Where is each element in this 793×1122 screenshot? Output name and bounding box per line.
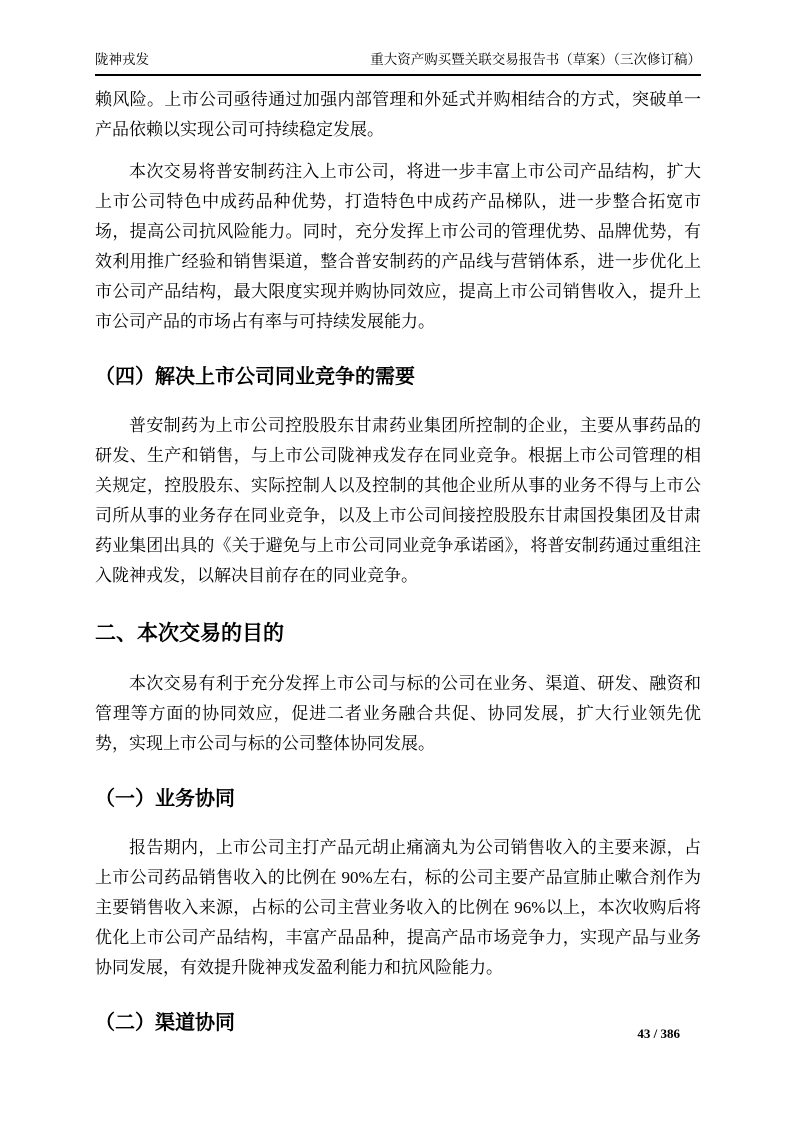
header-report-title: 重大资产购买暨关联交易报告书（草案）（三次修订稿） — [370, 52, 701, 67]
heading-business-synergy: （一）业务协同 — [95, 788, 235, 810]
page-number: 43 / 386 — [637, 1026, 680, 1041]
header-company-name: 陇神戎发 — [95, 52, 149, 67]
heading-transaction-purpose: 二、本次交易的目的 — [95, 622, 284, 645]
paragraph-section-4-competition: 普安制药为上市公司控股股东甘肃药业集团所控制的企业，主要从事药品的研发、生产和销售，与上市公司陇神戎发存在同业竞争。根据上市公司管理的相关规定，控股股东、实际控制人以及控制的其他企业所从事的业务不得与上市公司所从事的业务存在同业竞争，以及上市公司间接控股股东甘肃国投集团及甘肃药业集团出具的《关于避免与上市公司同业竞争承诺函》，将普安制药通过重组注入陇神戎发，以解决目前存在的同业竞争。 — [95, 416, 701, 585]
paragraph-business-synergy: 报告期内，上市公司主打产品元胡止痛滴丸为公司销售收入的主要来源，占上市公司药品销售收入的比例在 90%左右，标的公司主要产品宣肺止嗽合剂作为主要销售收入来源，占标的公司主营业务收入的比例在 96%以上，本次收购后将优化上市公司产品结构，丰富产品品种，提高产品市场竞争力，实现产品与业务协同发展，有效提升陇神戎发盈利能力和抗风险能力。 — [95, 838, 701, 977]
paragraph-transaction-purpose: 本次交易有利于充分发挥上市公司与标的公司在业务、渠道、研发、融资和管理等方面的协同效应，促进二者业务融合共促、协同发展，扩大行业领先优势，实现上市公司与标的公司整体协同发展。 — [95, 674, 701, 753]
heading-channel-synergy: （二）渠道协同 — [95, 1012, 235, 1034]
document-body — [95, 85, 701, 1057]
paragraph-risk-continuation: 赖风险。上市公司亟待通过加强内部管理和外延式并购相结合的方式，突破单一产品依赖以实现公司可持续稳定发展。 — [95, 90, 701, 139]
paragraph-transaction-benefit: 本次交易将普安制药注入上市公司，将进一步丰富上市公司产品结构，扩大上市公司特色中成药品种优势，打造特色中成药产品梯队，进一步整合拓宽市场，提高公司抗风险能力。同时，充分发挥上市公司的管理优势、品牌优势，有效利用推广经验和销售渠道，整合普安制药的产品线与营销体系，进一步优化上市公司产品结构，最大限度实现并购协同效应，提高上市公司销售收入，提升上市公司产品的市场占有率与可持续发展能力。 — [95, 162, 701, 331]
heading-section-4-competition: （四）解决上市公司同业竞争的需要 — [95, 366, 415, 388]
page-header — [95, 52, 701, 76]
